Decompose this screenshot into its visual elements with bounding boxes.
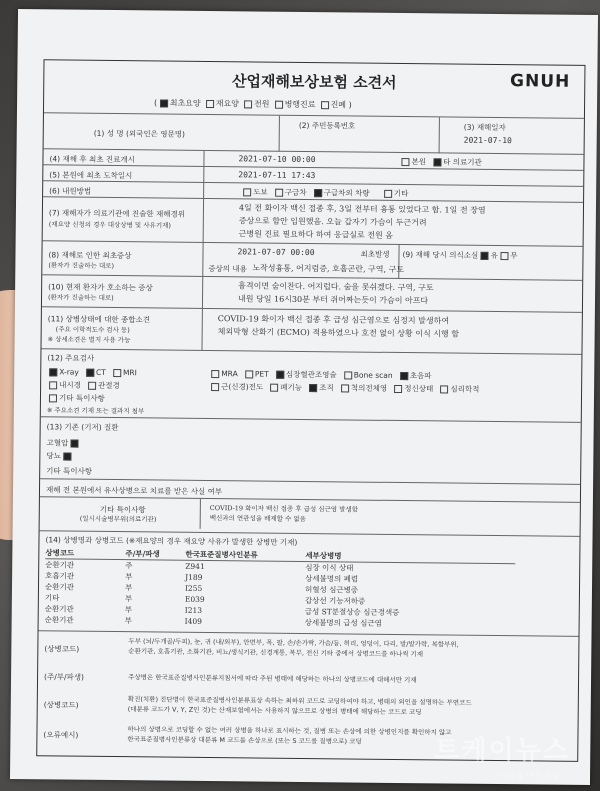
sect-label: (오류예시) bbox=[43, 730, 79, 740]
check-icon bbox=[49, 368, 57, 376]
check-icon bbox=[113, 369, 121, 377]
watermark-logo: 트케이뉴스 bbox=[434, 736, 570, 766]
current-label: (10) 현재 환자가 호소하는 증상 bbox=[48, 282, 153, 293]
route-opt: 도보 bbox=[253, 187, 268, 197]
special-sublabel: (일시시술병부위(의료기관) bbox=[79, 514, 157, 524]
current-sublabel: (환자가 진술하는 대로) bbox=[47, 293, 114, 303]
note-line: 하나의 상병으로 코딩할 수 없는 여러 상병을 하나로 표시하는 것, 질병 또는 손상에 의한 상병인지를 확인하지 않고 bbox=[127, 725, 452, 737]
check-icon bbox=[440, 385, 448, 393]
exam-opt: 초음파 bbox=[409, 371, 432, 381]
type-check-icon bbox=[244, 100, 252, 108]
exam-opt: MRI bbox=[122, 368, 137, 378]
check-icon bbox=[243, 188, 251, 196]
statement-line: 4일 전 화이자 백신 접종 후, 3일 전부터 흉통 있었다고 함. 1일 전 장염 bbox=[238, 203, 486, 215]
diag-cell: 순환기관 bbox=[45, 560, 75, 570]
check-icon bbox=[211, 383, 219, 391]
symptom-text: 노작성흉통, 어지럼증, 호흡곤란, 구역, 구토 bbox=[252, 263, 405, 275]
route-opt: 구급차 bbox=[284, 187, 307, 198]
diag-table bbox=[45, 547, 516, 630]
check-icon bbox=[481, 252, 489, 260]
opinion-line: 체외막형 산화기 (ECMO) 적용하였으나 호전 없이 상황 이식 시행 함 bbox=[217, 327, 460, 339]
route-opt: 기타 bbox=[393, 188, 409, 199]
row-exams bbox=[41, 348, 582, 423]
type-option: 최초요양 bbox=[169, 98, 201, 108]
col-code: 상병코드 bbox=[45, 548, 75, 558]
symptom-label: (8) 재해로 인한 최초증상 bbox=[48, 250, 132, 261]
type-option: 진폐 bbox=[330, 100, 347, 110]
check-icon bbox=[211, 370, 219, 378]
check-icon bbox=[49, 381, 57, 389]
exam-opt: 기타 특이사항 bbox=[58, 393, 105, 403]
arrival-label: (5) 본원에 최초 도착일시 bbox=[49, 170, 133, 181]
first-visit-opt: 본원 bbox=[411, 157, 427, 167]
diag-cell: 부 bbox=[124, 583, 133, 593]
special-line: 백신과의 연관성을 배제할 수 없음 bbox=[209, 514, 306, 524]
consciousness-label: (9) 재해 당시 의식소실 bbox=[402, 250, 479, 260]
diag-cell: I409 bbox=[184, 616, 202, 626]
note-line: 주상병은 한국표준질병사인분류지침서에 따라 주된 병태에 해당하는 하나의 상병코드에 대해서만 기재 bbox=[128, 673, 417, 685]
current-line: 내원 당일 16시30분 부터 쥐어짜는듯이 가슴이 아프다 bbox=[237, 294, 429, 306]
diag-cell: I255 bbox=[184, 583, 203, 593]
note-line: 순환기관, 호흡기관, 소화기관, 비뇨/생식기관, 신경계통, 복부, 전신 기타 중에서 상병코드를 하나씩 기재 bbox=[128, 647, 424, 659]
diag-cell: 심장 이식 상태 bbox=[305, 563, 354, 573]
check-icon bbox=[401, 158, 409, 166]
opinion-line: COVID-19 화이자 백신 접종 후 급성 심근염으로 심정지 발생하여 bbox=[217, 314, 450, 326]
name-label: (1) 성 명 (외국인은 영문명) bbox=[93, 128, 186, 139]
exam-opt: 척의전체영 bbox=[350, 383, 388, 393]
statement-line: 증상으로 함안 입원했음. 오늘 갑자기 가슴이 두근거려 bbox=[238, 216, 427, 228]
date-label: (3) 재해일자 bbox=[463, 122, 506, 133]
check-icon bbox=[270, 384, 278, 392]
history-label: (13) 기존 (기저) 질환 bbox=[46, 422, 119, 433]
exam-opt: 근(신경)전도 bbox=[221, 382, 264, 392]
diag-cell: J189 bbox=[185, 572, 203, 582]
exam-opt: MRA bbox=[221, 369, 238, 379]
col-kcd: 한국표준질병사인분류 bbox=[185, 549, 258, 560]
consciousness-opt: 무 bbox=[510, 251, 518, 261]
check-icon bbox=[341, 384, 349, 392]
check-icon bbox=[500, 252, 508, 260]
type-check-icon bbox=[275, 100, 283, 108]
exam-opt: CT bbox=[95, 367, 106, 377]
exam-opt: 폐기능 bbox=[280, 382, 303, 392]
type-option: 전원 bbox=[253, 99, 270, 109]
check-icon bbox=[344, 371, 352, 379]
onset-label: 최초발생 bbox=[360, 249, 390, 259]
note-line: 한국표준질병사인분류상 대분류 M 코드를 손상으로 (또는 S 코드를 질병으로) 코딩 bbox=[127, 735, 362, 746]
row-diagnosis bbox=[39, 530, 580, 637]
exam-grid bbox=[211, 367, 571, 397]
row-special bbox=[40, 496, 580, 533]
exam-opt: 정신상태 bbox=[404, 384, 434, 394]
consciousness-opt: 유 bbox=[490, 250, 498, 261]
diag-cell: 상세불명의 폐렴 bbox=[305, 574, 359, 584]
col-main: 주/부/파생 bbox=[125, 549, 160, 559]
history-item: 고혈압 bbox=[46, 438, 69, 448]
sect-label: (주/부/파생) bbox=[44, 672, 84, 682]
row-history bbox=[40, 416, 581, 485]
arrival-value: 2021-07-11 17:43 bbox=[238, 170, 316, 181]
injury-report-form bbox=[36, 59, 585, 762]
check-icon bbox=[245, 370, 253, 378]
diag-cell: 호흡기관 bbox=[45, 571, 75, 581]
row-opinion bbox=[41, 306, 581, 355]
diag-cell: 기타 bbox=[44, 593, 60, 603]
special-label: 기타 특이사항 bbox=[99, 504, 146, 515]
check-icon bbox=[433, 158, 441, 166]
check-icon bbox=[49, 394, 57, 402]
exam-opt: 심장혈관조영술 bbox=[285, 369, 337, 380]
diag-cell: 허혈성 심근병증 bbox=[304, 585, 359, 595]
exam-opt: 내시경 bbox=[59, 380, 81, 390]
opinion-label: (11) 상병상태에 대한 종합소견 bbox=[47, 314, 151, 325]
statement-label: (7) 재해자가 의료기관에 진술한 재해경위 bbox=[48, 208, 186, 219]
type-check-icon bbox=[206, 99, 214, 107]
statement-sublabel: (재요양 신청의 경우 대상상병 및 사유기재) bbox=[48, 220, 171, 230]
route-opt: 구급차외 차량 bbox=[323, 188, 370, 198]
check-icon bbox=[88, 382, 96, 390]
diag-cell: 갑상선 기능저하증 bbox=[304, 596, 366, 606]
first-visit-opt: 타 의료기관 bbox=[443, 157, 482, 167]
check-icon bbox=[276, 371, 284, 379]
check-icon bbox=[400, 372, 408, 380]
exam-opt: Bone scan bbox=[353, 370, 393, 380]
statement-line: 근병원 진료 필요하다 하여 응급실로 전원 옴 bbox=[238, 229, 394, 240]
prior-label: 재해 전 본원에서 유사상병으로 치료를 받은 사실 여부 bbox=[45, 485, 223, 497]
check-icon bbox=[63, 452, 71, 460]
opinion-note: ※ 상세소견은 별지 사용 가능 bbox=[47, 335, 131, 345]
row-statement bbox=[43, 196, 583, 247]
diag-cell: 상세불명의 급성 심근염 bbox=[304, 618, 382, 628]
exam-opt: PET bbox=[254, 369, 269, 379]
exam-note: ※ 주요소견 기재 또는 결과지 첨부 bbox=[46, 406, 145, 416]
diag-cell: I213 bbox=[184, 605, 203, 615]
first-visit-value: 2021-07-10 00:00 bbox=[238, 154, 316, 165]
type-option: 재요양 bbox=[215, 99, 239, 109]
diag-cell: 부 bbox=[124, 616, 132, 626]
diag-cell: 부 bbox=[124, 605, 133, 615]
rrn-label: (2) 주민등록번호 bbox=[298, 120, 356, 131]
form-title: 산업재해보상보험 소견서 bbox=[231, 72, 397, 92]
diag-cell: 순환기관 bbox=[44, 604, 74, 614]
check-icon bbox=[314, 189, 322, 197]
exam-label: (12) 주요검사 bbox=[47, 353, 95, 363]
sect-label: (상병코드) bbox=[43, 700, 79, 710]
watermark-tagline: 내일을 여는 오늘 bbox=[500, 771, 560, 780]
diag-cell: 부 bbox=[124, 594, 133, 604]
diag-title: (14) 상병명과 상병코드 (※재요양의 경우 재요양 사유가 발생한 상병만 기재) bbox=[45, 535, 298, 547]
check-icon bbox=[309, 384, 317, 392]
injury-date: 2021-07-10 bbox=[463, 135, 512, 146]
col-detail: 세부상병명 bbox=[305, 551, 342, 561]
sym-content-label: 증상의 내용 bbox=[208, 263, 247, 274]
symptom-sublabel: (환자가 진술하는 대로) bbox=[48, 261, 115, 271]
check-icon bbox=[86, 369, 94, 377]
diag-cell: 주 bbox=[125, 561, 133, 571]
diag-cell: 부 bbox=[125, 572, 133, 582]
note-line: 두부 (뇌/두개골/두피), 눈, 귀 (내/외부), 안면부, 목, 팔, 손/손가락, 가슴/등, 허리, 엉덩이, 다리, 발/발가락, 복합부위, bbox=[128, 637, 459, 649]
history-item: 당뇨 bbox=[46, 451, 61, 461]
type-check-icon bbox=[160, 99, 168, 107]
exam-opt: 조직 bbox=[319, 383, 334, 393]
diag-cell: 순환기관 bbox=[44, 615, 74, 625]
diag-cell: Z941 bbox=[185, 561, 205, 571]
check-icon bbox=[71, 440, 79, 448]
route-label: (6) 내원방법 bbox=[49, 186, 92, 196]
exam-opt: 관절경 bbox=[97, 380, 120, 391]
first-visit-label: (4) 재해 후 최초 진료개시 bbox=[49, 154, 135, 165]
opinion-sublabel: (주요 이학적도수 검사 등) bbox=[55, 325, 130, 335]
diag-cell: E039 bbox=[184, 594, 205, 604]
history-item: 기타 특이사항 bbox=[46, 466, 93, 476]
check-icon bbox=[394, 385, 402, 393]
special-line: COVID-19 화이자 백신 접종 후 급성 심근염 발생함 bbox=[209, 504, 359, 514]
type-option: 병행진료 bbox=[284, 99, 316, 110]
exam-left bbox=[49, 365, 137, 405]
diag-cell: 급성 ST분절상승 심근경색증 bbox=[304, 607, 400, 618]
current-line: 흉격이면 숨이찬다. 어지럽다. 숨을 못쉬겠다. 구역, 구토 bbox=[238, 281, 434, 293]
form-paper bbox=[10, 9, 598, 785]
request-type-options: ( 최초요양 재요양 전원 병행진료 진폐 ) bbox=[154, 98, 352, 110]
note-line: (대분류 코드가 V, Y, Z인 것)는 산재보험에서는 사용하지 않으므로 상병의 병태에 해당하는 코드로 코딩 bbox=[127, 705, 422, 717]
hospital-logo: GNUH bbox=[509, 71, 571, 92]
sect-label: (상병코드) bbox=[44, 644, 80, 654]
note-line: 확진(치환) 진단명이 한국표준질병사인분류표상 속하는 최하위 코드로 코딩하여야 하고, 병태의 외인을 설명하는 부연코드 bbox=[127, 695, 472, 707]
symptom-date: 2021-07-07 00:00 bbox=[237, 247, 315, 258]
check-icon bbox=[384, 190, 392, 198]
check-icon bbox=[275, 189, 283, 197]
type-check-icon bbox=[321, 101, 329, 109]
exam-opt: X-ray bbox=[59, 367, 79, 377]
exam-opt: 심리학적 bbox=[450, 384, 480, 394]
diag-cell: 순환기관 bbox=[44, 582, 75, 592]
